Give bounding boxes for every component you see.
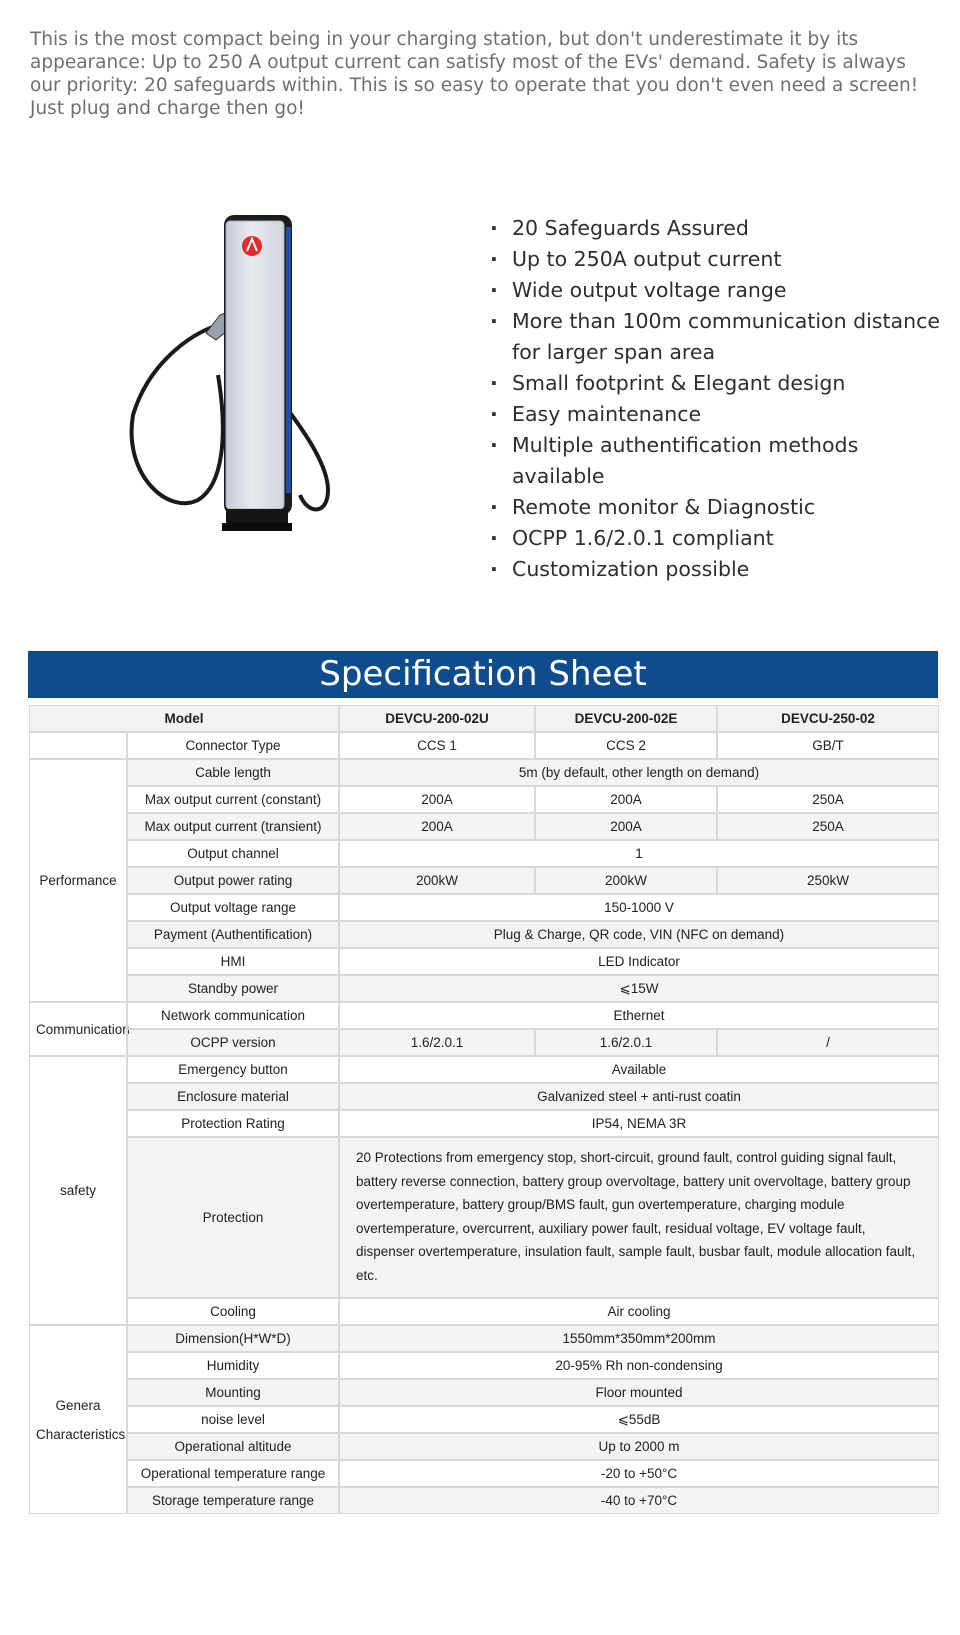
model-name: DEVCU-200-02E bbox=[535, 705, 717, 732]
value-cell: CCS 1 bbox=[339, 732, 535, 759]
value-cell: 200kW bbox=[535, 867, 717, 894]
feature-item: · Easy maintenance bbox=[490, 399, 940, 430]
value-cell: 1550mm*350mm*200mm bbox=[339, 1325, 939, 1352]
param-label: Output channel bbox=[127, 840, 339, 867]
model-header: Model bbox=[29, 705, 339, 732]
param-label: Output power rating bbox=[127, 867, 339, 894]
value-cell: 150-1000 V bbox=[339, 894, 939, 921]
value-cell: 1.6/2.0.1 bbox=[339, 1029, 535, 1056]
value-cell: 200A bbox=[535, 786, 717, 813]
table-row bbox=[29, 1083, 939, 1110]
value-cell: 1.6/2.0.1 bbox=[535, 1029, 717, 1056]
param-label: Operational temperature range bbox=[127, 1460, 339, 1487]
group-label-performance: Performance bbox=[29, 759, 127, 1002]
param-label: Humidity bbox=[127, 1352, 339, 1379]
spec-table-container bbox=[28, 704, 938, 1515]
charger-illustration bbox=[128, 215, 348, 550]
value-cell: ⩽55dB bbox=[339, 1406, 939, 1433]
value-cell: 1 bbox=[339, 840, 939, 867]
param-label: HMI bbox=[127, 948, 339, 975]
value-cell: -40 to +70°C bbox=[339, 1487, 939, 1514]
value-cell: IP54, NEMA 3R bbox=[339, 1110, 939, 1137]
param-label: Output voltage range bbox=[127, 894, 339, 921]
table-row bbox=[29, 1325, 939, 1352]
feature-item: · OCPP 1.6/2.0.1 compliant bbox=[490, 523, 940, 554]
group-label-safety: safety bbox=[29, 1056, 127, 1325]
table-row bbox=[29, 1298, 939, 1325]
feature-item: · 20 Safeguards Assured bbox=[490, 213, 940, 244]
table-row bbox=[29, 1433, 939, 1460]
table-row bbox=[29, 840, 939, 867]
value-cell: 5m (by default, other length on demand) bbox=[339, 759, 939, 786]
feature-item: · Small footprint & Elegant design bbox=[490, 368, 940, 399]
model-name: DEVCU-250-02 bbox=[717, 705, 939, 732]
value-cell: 20-95% Rh non-condensing bbox=[339, 1352, 939, 1379]
param-label: Mounting bbox=[127, 1379, 339, 1406]
group-label-general-line2: Characteristics bbox=[36, 1426, 126, 1442]
table-row bbox=[29, 1406, 939, 1433]
param-label: Protection bbox=[127, 1137, 339, 1298]
value-cell: ⩽15W bbox=[339, 975, 939, 1002]
table-row bbox=[29, 1002, 939, 1029]
value-cell: 200A bbox=[535, 813, 717, 840]
table-row bbox=[29, 1460, 939, 1487]
value-cell: 250kW bbox=[717, 867, 939, 894]
table-row bbox=[29, 921, 939, 948]
param-label: OCPP version bbox=[127, 1029, 339, 1056]
value-cell: CCS 2 bbox=[535, 732, 717, 759]
param-label: Connector Type bbox=[127, 732, 339, 759]
intro-paragraph: This is the most compact being in your charging station, but don't underestimate it by its appearance: Up to 250 A output current can satisfy most of the EVs' demand. Safety is always our priority: 20 safeguards within. This is so easy to operate that you don't even need a screen! Just plug and charge then go! bbox=[30, 29, 919, 119]
table-row bbox=[29, 1379, 939, 1406]
value-cell: / bbox=[717, 1029, 939, 1056]
param-label: Cooling bbox=[127, 1298, 339, 1325]
param-label: Operational altitude bbox=[127, 1433, 339, 1460]
value-cell: Available bbox=[339, 1056, 939, 1083]
table-row bbox=[29, 975, 939, 1002]
value-cell: Air cooling bbox=[339, 1298, 939, 1325]
charger-product-image bbox=[128, 215, 348, 550]
empty-cell bbox=[29, 732, 127, 759]
value-cell: Plug & Charge, QR code, VIN (NFC on demand) bbox=[339, 921, 939, 948]
value-cell: 250A bbox=[717, 813, 939, 840]
group-label-communication: Communication bbox=[29, 1002, 127, 1056]
protection-description: 20 Protections from emergency stop, short-circuit, ground fault, control guiding signal fault, battery reverse connection, battery group overvoltage, battery unit overvoltage, battery group overtemperature, battery group/BMS fault, gun overtemperature, charging module overtemperature, overcurrent, auxiliary power fault, residual voltage, EV voltage fault, dispenser overtemperature, insulation fault, sample fault, busbar fault, module allocation fault, etc. bbox=[339, 1137, 939, 1298]
feature-item: · Remote monitor & Diagnostic bbox=[490, 492, 940, 523]
table-row bbox=[29, 1056, 939, 1083]
param-label: Payment (Authentification) bbox=[127, 921, 339, 948]
model-name: DEVCU-200-02U bbox=[339, 705, 535, 732]
table-row bbox=[29, 948, 939, 975]
value-cell: LED Indicator bbox=[339, 948, 939, 975]
table-row bbox=[29, 1487, 939, 1514]
feature-item: · Customization possible bbox=[490, 554, 940, 585]
feature-item: · More than 100m communication distance for larger span area bbox=[490, 306, 940, 368]
param-label: Network communication bbox=[127, 1002, 339, 1029]
param-label: noise level bbox=[127, 1406, 339, 1433]
group-label-general-line1: Genera bbox=[55, 1397, 101, 1413]
table-row bbox=[29, 813, 939, 840]
feature-item: · Wide output voltage range bbox=[490, 275, 940, 306]
value-cell: 250A bbox=[717, 786, 939, 813]
feature-item: · Up to 250A output current bbox=[490, 244, 940, 275]
value-cell: GB/T bbox=[717, 732, 939, 759]
table-row bbox=[29, 867, 939, 894]
table-row bbox=[29, 1352, 939, 1379]
param-label: Enclosure material bbox=[127, 1083, 339, 1110]
table-row bbox=[29, 1137, 939, 1298]
param-label: Max output current (transient) bbox=[127, 813, 339, 840]
value-cell: Up to 2000 m bbox=[339, 1433, 939, 1460]
table-row bbox=[29, 894, 939, 921]
param-label: Max output current (constant) bbox=[127, 786, 339, 813]
table-header-row bbox=[29, 705, 939, 732]
spec-sheet-title: Specification Sheet bbox=[28, 651, 938, 698]
value-cell: 200A bbox=[339, 813, 535, 840]
param-label: Storage temperature range bbox=[127, 1487, 339, 1514]
value-cell: 200A bbox=[339, 786, 535, 813]
param-label: Emergency button bbox=[127, 1056, 339, 1083]
value-cell: -20 to +50°C bbox=[339, 1460, 939, 1487]
param-label: Dimension(H*W*D) bbox=[127, 1325, 339, 1352]
feature-list bbox=[490, 213, 940, 585]
table-row bbox=[29, 786, 939, 813]
value-cell: 200kW bbox=[339, 867, 535, 894]
value-cell: Ethernet bbox=[339, 1002, 939, 1029]
value-cell: Galvanized steel + anti-rust coatin bbox=[339, 1083, 939, 1110]
param-label: Protection Rating bbox=[127, 1110, 339, 1137]
group-label-general bbox=[29, 1325, 127, 1514]
feature-item: · Multiple authentification methods available bbox=[490, 430, 940, 492]
table-row bbox=[29, 759, 939, 786]
table-row bbox=[29, 1110, 939, 1137]
value-cell: Floor mounted bbox=[339, 1379, 939, 1406]
param-label: Cable length bbox=[127, 759, 339, 786]
spec-table bbox=[28, 704, 940, 1515]
param-label: Standby power bbox=[127, 975, 339, 1002]
table-row bbox=[29, 1029, 939, 1056]
table-row bbox=[29, 732, 939, 759]
